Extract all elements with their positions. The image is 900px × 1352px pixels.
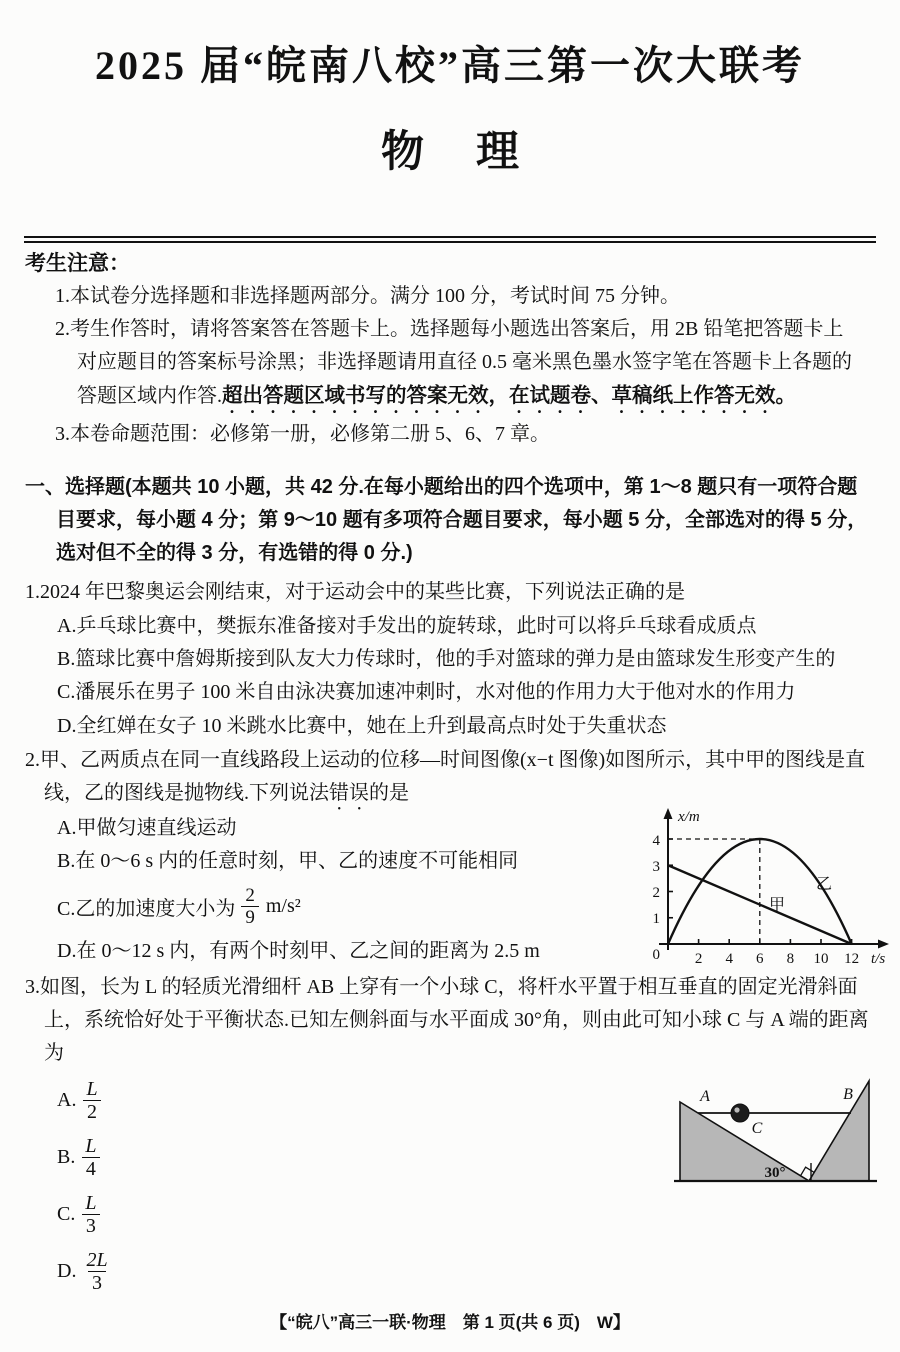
fraction <box>82 1078 101 1124</box>
right-incline <box>809 1081 869 1181</box>
y-tick-1: 1 <box>652 911 660 927</box>
x-tick-10: 10 <box>813 951 829 967</box>
question-1-stem: 1.2024 年巴黎奥运会刚结束，对于运动会中的某些比赛，下列说法正确的是 <box>25 581 685 603</box>
fraction-numerator: 2L <box>86 1248 108 1271</box>
fraction <box>81 1135 100 1181</box>
origin-label: 0 <box>652 947 660 963</box>
xt-graph-figure <box>638 804 896 980</box>
x-tick-2: 2 <box>694 951 703 967</box>
x-axis-label: t/s <box>871 951 886 967</box>
option-c-unit: m/s² <box>265 895 301 917</box>
question-3-stem: 3.如图，长为 L 的轻质光滑细杆 AB 上穿有一个小球 C，将杆水平置于相互垂直的固定光滑斜面上，系统恰好处于平衡状态.已知左侧斜面与水平面成 30°角，则由此可知小球 C 与 A 端的距离为 <box>25 976 869 1064</box>
notice-heading: 考生注意： <box>25 252 130 275</box>
question-1-option-b: B.篮球比赛中詹姆斯接到队友大力传球时，他的手对篮球的弹力是由篮球发生形变产生的 <box>57 648 836 671</box>
label-a: A <box>700 1088 710 1105</box>
option-label: C. <box>57 1203 76 1225</box>
question-3-figure <box>663 1070 888 1195</box>
fraction-numerator: L <box>85 1191 97 1214</box>
question-3-option-c <box>57 1186 112 1243</box>
question-2-stem-text: 2.甲、乙两质点在同一直线路段上运动的位移—时间图像(x−t 图像)如图所示，其中甲的图线是直线，乙的图线是抛物线.下列说法 <box>25 749 866 804</box>
fraction <box>81 1192 100 1238</box>
x-tick-6: 6 <box>756 951 764 967</box>
question-2-stem-tail: 的是 <box>369 782 409 804</box>
x-tick-8: 8 <box>786 951 795 967</box>
notice-item-2-text: 2.考生作答时，请将答案答在答题卡上。选择题每小题选出答案后，用 2B 铅笔把答题卡上对应题目的答案标号涂黑；非选择题请用直径 0.5 毫米黑色墨水签字笔在答题卡上各题的答题区域内作答. <box>55 318 852 407</box>
ball-c <box>731 1104 749 1122</box>
question-2-option-b: B.在 0～6 s 内的任意时刻，甲、乙的速度不可能相同 <box>57 850 519 872</box>
question-1-options <box>57 610 877 743</box>
fraction-denominator: 3 <box>88 1271 106 1294</box>
section-1-heading: 一、选择题(本题共 10 小题，共 42 分.在每小题给出的四个选项中，第 1～8 题只有一项符合题目要求，每小题 4 分；第 9～10 题有多项符合题目要求，每小题 5 分，全部选对的得 5 分，选对但不全的得 3 分，有选错的得 0 分.) <box>25 476 868 564</box>
subject-char: 理 <box>476 128 519 176</box>
question-3-option-a <box>57 1072 112 1129</box>
series-label-yi: 乙 <box>815 876 833 893</box>
fraction-denominator: 9 <box>241 906 259 928</box>
notice-item-1: 1.本试卷分选择题和非选择题两部分。满分 100 分，考试时间 75 分钟。 <box>55 285 680 307</box>
fraction <box>82 1249 111 1295</box>
page-footer: 【“皖八”高三一联·物理 第 1 页(共 6 页) W】 <box>270 1313 630 1332</box>
notice-item-2-emphasis: 超出答题区域书写的答案无效，在试题卷、草稿纸上作答无效。 <box>222 384 796 407</box>
fraction-numerator: L <box>85 1134 97 1157</box>
question-2-graph <box>638 804 896 980</box>
question-2-options <box>57 812 642 968</box>
y-tick-3: 3 <box>652 859 660 875</box>
notice-item-2 <box>55 313 857 418</box>
angle-label: 30° <box>764 1165 786 1181</box>
question-1-option-c: C.潘展乐在男子 100 米自由泳决赛加速冲刺时，水对他的作用力大于他对水的作用力 <box>57 681 796 704</box>
fraction-denominator: 4 <box>82 1157 100 1180</box>
option-c-prefix: C.乙的加速度大小为 <box>57 898 236 920</box>
question-2-option-a: A.甲做匀速直线运动 <box>57 817 237 839</box>
question-1-option-a: A.乒乓球比赛中，樊振东准备接对手发出的旋转球，此时可以将乒乓球看成质点 <box>57 615 757 637</box>
fraction <box>241 885 259 929</box>
notice-list <box>55 280 857 451</box>
dashed-guides <box>668 839 760 944</box>
option-label: D. <box>57 1260 77 1282</box>
y-tick-2: 2 <box>652 885 660 901</box>
header-divider <box>24 236 876 243</box>
exam-subject <box>0 118 900 179</box>
incline-figure <box>663 1070 888 1195</box>
label-c: C <box>751 1120 763 1137</box>
question-2-stem-emphasis: 错误 <box>329 782 369 804</box>
fraction-numerator: 2 <box>245 884 255 906</box>
series-label-jia: 甲 <box>768 897 786 914</box>
question-3-option-b <box>57 1129 112 1186</box>
option-label: B. <box>57 1146 76 1168</box>
question-1-option-d: D.全红婵在女子 10 米跳水比赛中，她在上升到最高点时处于失重状态 <box>57 714 667 737</box>
x-tick-12: 12 <box>844 951 860 967</box>
option-label: A. <box>57 1089 77 1111</box>
y-axis-label: x/m <box>678 809 700 825</box>
y-tick-4: 4 <box>652 833 660 849</box>
y-axis-arrow <box>664 808 673 819</box>
question-2-option-d: D.在 0～12 s 内，有两个时刻甲、乙之间的距离为 2.5 m <box>57 940 540 962</box>
question-3-option-d <box>57 1243 112 1300</box>
question-3-options <box>57 1072 112 1300</box>
label-b: B <box>843 1086 853 1103</box>
fraction-denominator: 2 <box>83 1100 101 1123</box>
x-tick-4: 4 <box>725 951 733 967</box>
x-axis-arrow <box>878 940 889 949</box>
fraction-denominator: 3 <box>82 1214 100 1237</box>
fraction-numerator: L <box>86 1077 98 1100</box>
question-2-option-c <box>57 878 642 935</box>
exam-title: 2025 届“皖南八校”高三第一次大联考 <box>95 43 805 88</box>
subject-char: 物 <box>381 128 424 176</box>
notice-item-3: 3.本卷命题范围：必修第一册，必修第二册 5、6、7 章。 <box>55 423 550 445</box>
ball-highlight <box>734 1107 739 1112</box>
